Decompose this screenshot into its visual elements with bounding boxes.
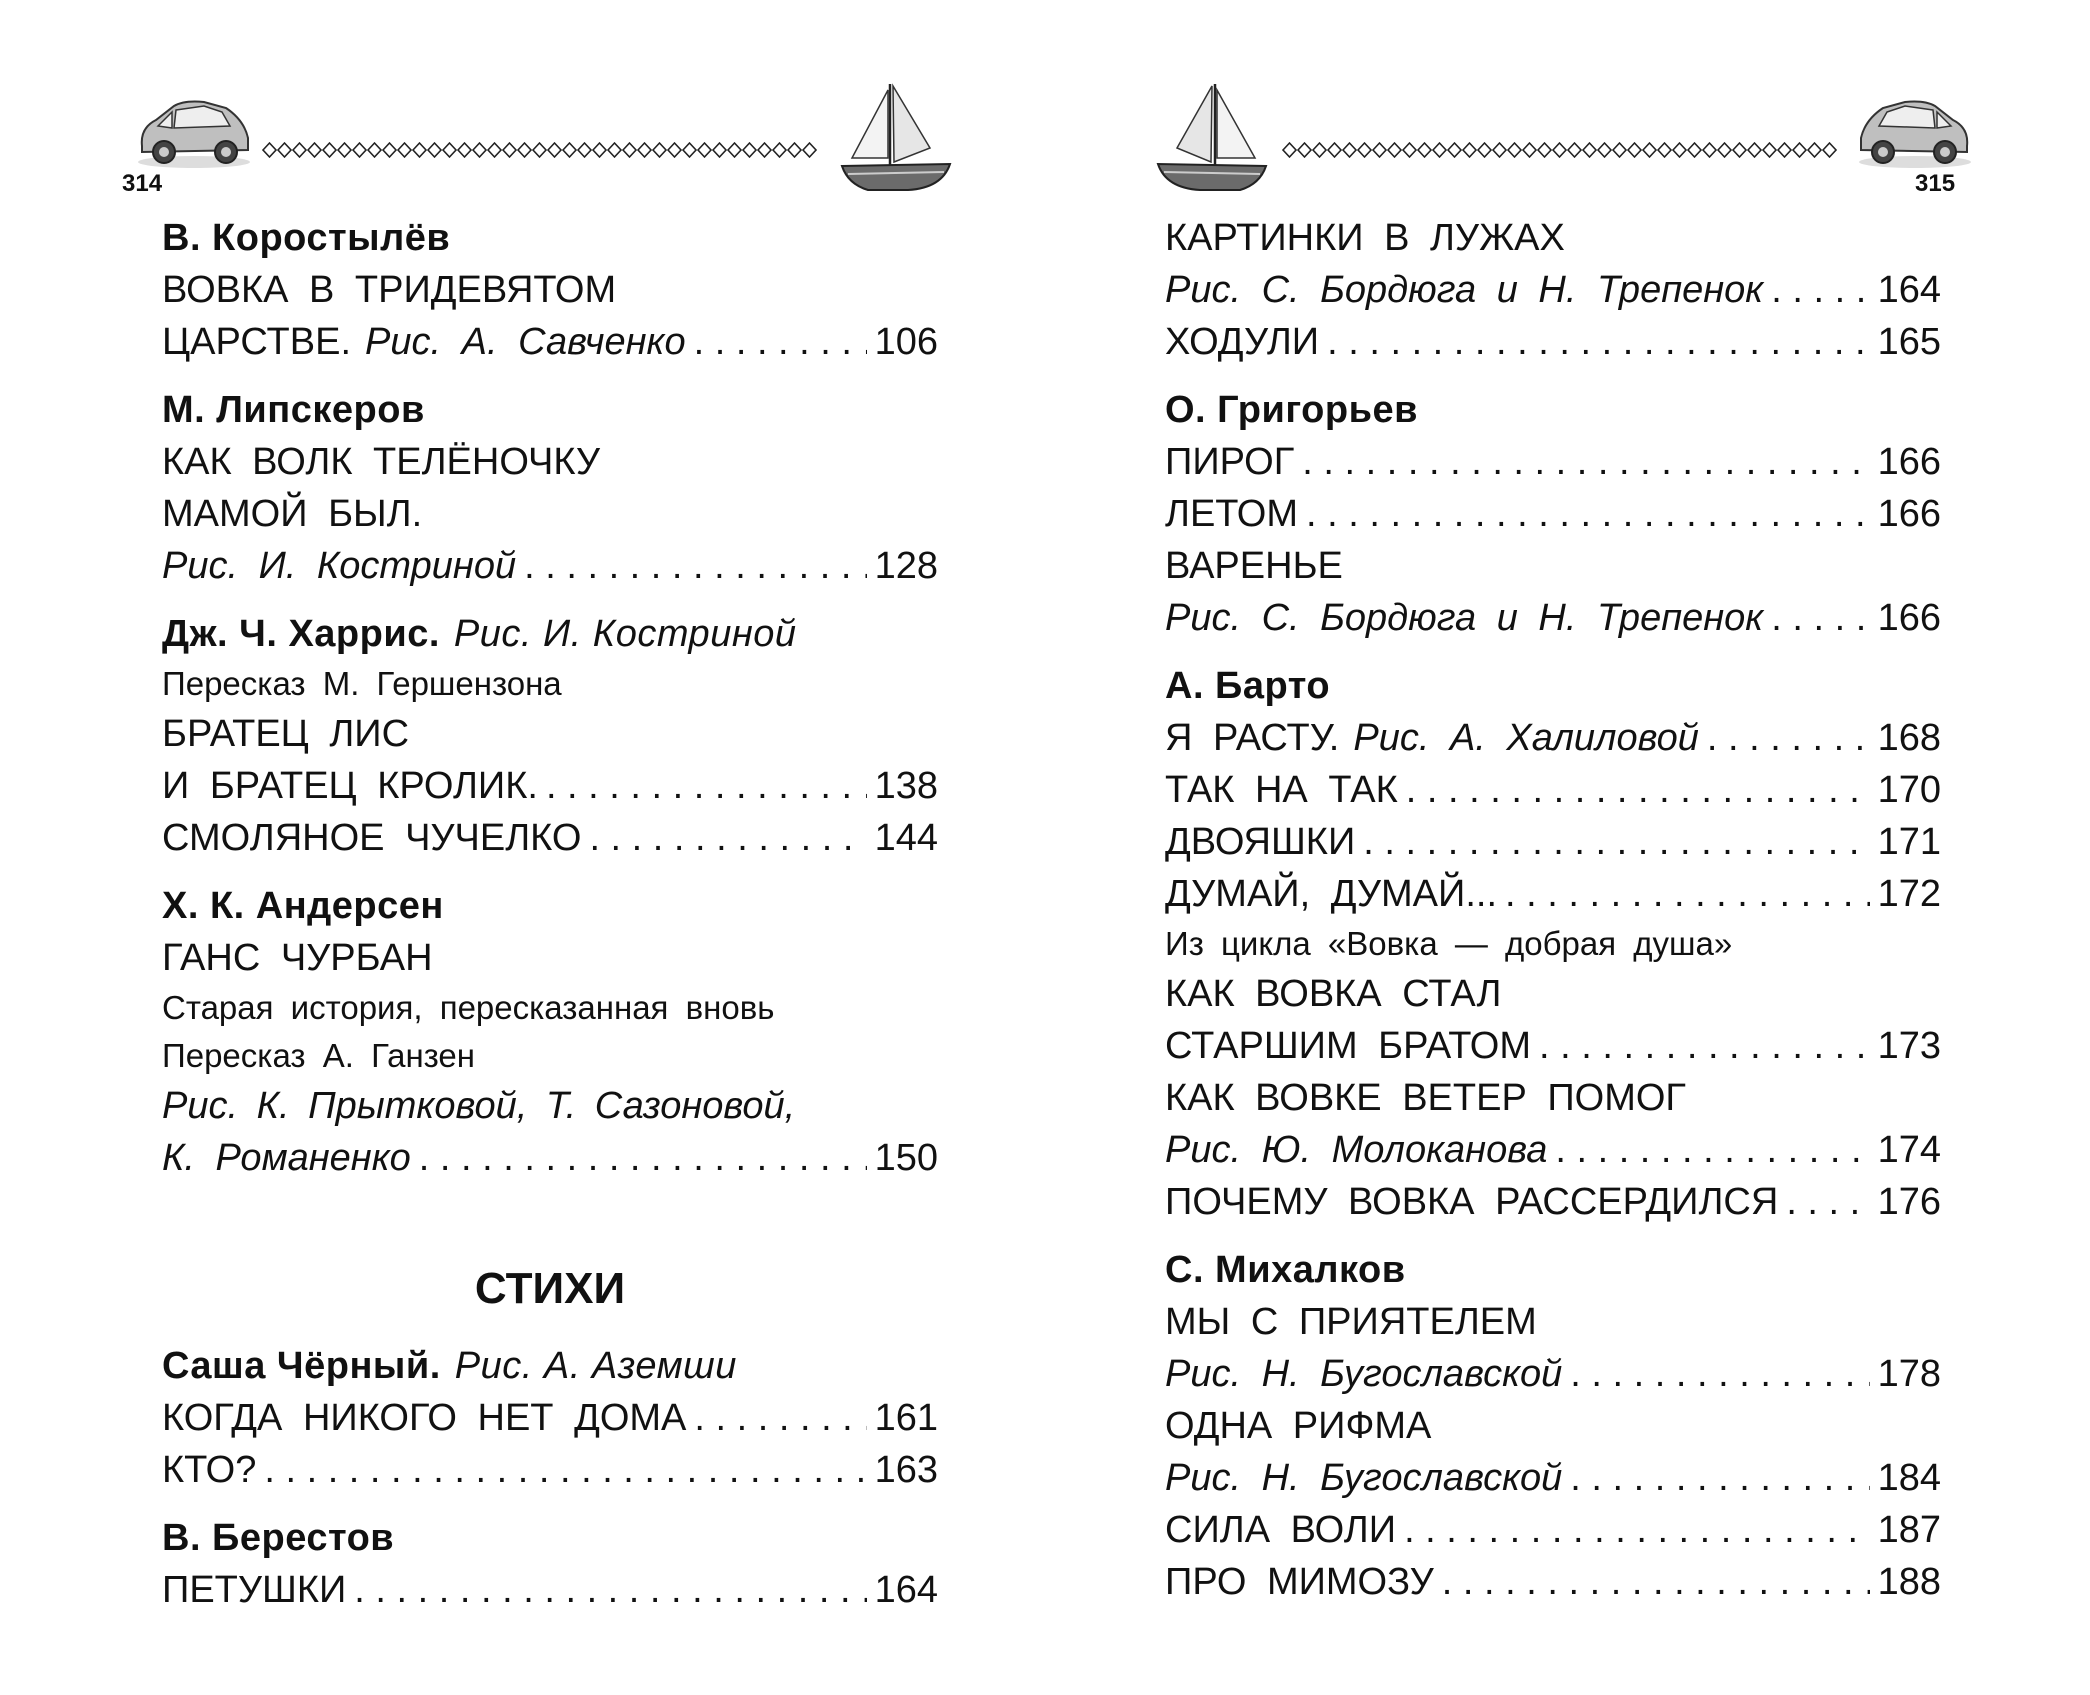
page-ref: 187 <box>1877 1509 1941 1551</box>
leader-dots <box>1406 764 1870 816</box>
leader-dots <box>1442 1556 1870 1608</box>
leader-dots <box>589 812 866 864</box>
sailboat-icon <box>838 78 953 196</box>
page-ref: 171 <box>1877 821 1941 863</box>
entry-text <box>1165 868 1497 920</box>
illustrator-credit: Рис. Н. Бугославской <box>1165 1457 1563 1499</box>
page-ref: 106 <box>874 321 938 363</box>
work-title: МАМОЙ БЫЛ. <box>162 493 423 535</box>
toc-entry <box>162 316 938 368</box>
leader-dots <box>1771 592 1869 644</box>
entry-text <box>1165 1504 1396 1556</box>
right-page <box>1045 0 2090 1695</box>
author-name: В. Коростылёв <box>162 217 451 259</box>
page-ref: 144 <box>874 817 938 859</box>
section-heading: СТИХИ <box>474 1264 626 1313</box>
leader-dots <box>1771 264 1869 316</box>
car-icon <box>134 96 254 171</box>
car-icon <box>1855 96 1975 171</box>
toc-entry <box>1165 592 1941 644</box>
toc-entry <box>1165 868 1941 920</box>
toc-entry <box>1165 1124 1941 1176</box>
work-title: Я РАСТУ. <box>1165 717 1340 759</box>
note-text: Пересказ А. Ганзен <box>162 1037 475 1074</box>
entry-text <box>162 1132 411 1184</box>
author-heading <box>162 1512 938 1564</box>
page-ref: 166 <box>1877 441 1941 483</box>
leader-dots <box>546 760 867 812</box>
work-title: КОГДА НИКОГО НЕТ ДОМА <box>162 1397 687 1439</box>
page-header <box>0 78 1045 197</box>
work-title: ДУМАЙ, ДУМАЙ... <box>1165 873 1498 915</box>
page-number: 314 <box>122 170 163 197</box>
toc-entry <box>1165 1348 1941 1400</box>
entry-text <box>1165 1020 1531 1072</box>
toc-entry <box>162 1444 938 1496</box>
entry-text <box>162 760 538 812</box>
author-heading <box>162 608 938 660</box>
entry-text <box>1165 1176 1778 1228</box>
work-title: ГАНС ЧУРБАН <box>162 937 433 979</box>
work-title: КАК ВОВКА СТАЛ <box>1165 973 1502 1015</box>
illustrator-credit: Рис. И. Костриной <box>162 545 517 587</box>
toc-entry <box>1165 264 1941 316</box>
leader-dots <box>1539 1020 1870 1072</box>
page-ref: 188 <box>1877 1561 1941 1603</box>
toc-entry <box>1165 488 1941 540</box>
page-ref: 178 <box>1877 1353 1941 1395</box>
toc-entry <box>162 1132 938 1184</box>
page-ref: 164 <box>1877 269 1941 311</box>
toc-entry <box>1165 1556 1941 1608</box>
illustrator-credit: Рис. А. Савченко <box>365 321 686 363</box>
work-title: И БРАТЕЦ КРОЛИК. <box>162 765 538 807</box>
work-title: ПИРОГ <box>1165 441 1295 483</box>
leader-dots <box>419 1132 867 1184</box>
work-title: СТАРШИМ БРАТОМ <box>1165 1025 1532 1067</box>
leader-dots <box>264 1444 866 1496</box>
note-text: Из цикла «Вовка — добрая душа» <box>1165 925 1733 962</box>
page-number: 315 <box>1915 170 1956 197</box>
diamond-border <box>262 140 817 160</box>
toc-entry <box>1165 712 1941 764</box>
author-heading <box>1165 660 1941 712</box>
toc-entry <box>1165 436 1941 488</box>
illustrator-credit: Рис. К. Прытковой, Т. Сазоновой, <box>162 1085 796 1127</box>
entry-text <box>1165 316 1319 368</box>
toc-entry <box>1165 316 1941 368</box>
toc-entry <box>162 760 938 812</box>
work-title: БРАТЕЦ ЛИС <box>162 713 410 755</box>
leader-dots <box>1505 868 1870 920</box>
author-heading <box>162 212 938 264</box>
author-name: Саша Чёрный. <box>162 1345 441 1387</box>
author-name: О. Григорьев <box>1165 389 1418 431</box>
entry-text <box>1165 1556 1434 1608</box>
author-heading <box>162 384 938 436</box>
page-ref: 165 <box>1877 321 1941 363</box>
author-heading <box>1165 1244 1941 1296</box>
page-ref: 170 <box>1877 769 1941 811</box>
toc-entry <box>162 1392 938 1444</box>
work-title: ЛЕТОМ <box>1165 493 1298 535</box>
work-title: КТО? <box>162 1449 257 1491</box>
entry-text <box>1165 1124 1547 1176</box>
entry-text <box>1165 488 1298 540</box>
page-ref: 150 <box>874 1137 938 1179</box>
diamond-border <box>1282 140 1837 160</box>
page-ref: 166 <box>1877 493 1941 535</box>
illustrator-credit: Рис. Н. Бугославской <box>1165 1353 1563 1395</box>
toc-entry <box>162 1564 938 1616</box>
work-title: ДВОЯШКИ <box>1165 821 1356 863</box>
toc-entry <box>1165 816 1941 868</box>
page-ref: 164 <box>874 1569 938 1611</box>
work-title: ХОДУЛИ <box>1165 321 1320 363</box>
author-heading <box>1165 384 1941 436</box>
sailboat-icon <box>1155 78 1270 196</box>
entry-text <box>1165 436 1294 488</box>
entry-text <box>162 1564 346 1616</box>
leader-dots <box>1707 712 1870 764</box>
page-ref: 184 <box>1877 1457 1941 1499</box>
work-title: ВАРЕНЬЕ <box>1165 545 1343 587</box>
illustrator-credit: К. Романенко <box>162 1137 411 1179</box>
leader-dots <box>694 1392 866 1444</box>
work-title: КАК ВОВКЕ ВЕТЕР ПОМОГ <box>1165 1077 1687 1119</box>
leader-dots <box>1570 1348 1869 1400</box>
entry-text <box>1165 592 1763 644</box>
entry-text <box>162 812 581 864</box>
toc-list-left <box>162 212 938 1616</box>
work-title: СМОЛЯНОЕ ЧУЧЕЛКО <box>162 817 582 859</box>
toc-entry <box>1165 1020 1941 1072</box>
author-name: Дж. Ч. Харрис. <box>162 613 440 655</box>
leader-dots <box>524 540 866 592</box>
illustrator-credit: Рис. С. Бордюга и Н. Трепенок <box>1165 597 1764 639</box>
author-name: Х. К. Андерсен <box>162 885 444 927</box>
leader-dots <box>694 316 867 368</box>
illustrator-credit: Рис. А. Халиловой <box>1353 717 1699 759</box>
leader-dots <box>1555 1124 1869 1176</box>
page-ref: 161 <box>874 1397 938 1439</box>
note-text: Пересказ М. Гершензона <box>162 665 562 702</box>
page-ref: 166 <box>1877 597 1941 639</box>
page-ref: 128 <box>874 545 938 587</box>
toc-entry <box>1165 764 1941 816</box>
leader-dots <box>1302 436 1869 488</box>
entry-text <box>162 540 516 592</box>
leader-dots <box>1327 316 1869 368</box>
author-heading <box>162 880 938 932</box>
entry-text <box>1165 1348 1562 1400</box>
author-heading <box>162 1340 938 1392</box>
page-ref: 172 <box>1877 873 1941 915</box>
work-title: КАК ВОЛК ТЕЛЁНОЧКУ <box>162 441 601 483</box>
work-title: СИЛА ВОЛИ <box>1165 1509 1397 1551</box>
page-ref: 176 <box>1877 1181 1941 1223</box>
leader-dots <box>1306 488 1870 540</box>
work-title: КАРТИНКИ В ЛУЖАХ <box>1165 217 1565 259</box>
note-text: Старая история, пересказанная вновь <box>162 989 775 1026</box>
toc-entry <box>1165 1176 1941 1228</box>
toc-entry <box>162 812 938 864</box>
illustrator-credit: Рис. А. Аземши <box>454 1345 737 1387</box>
page-ref: 163 <box>874 1449 938 1491</box>
toc-entry <box>162 540 938 592</box>
author-name: В. Берестов <box>162 1517 395 1559</box>
entry-text <box>162 1392 686 1444</box>
page-ref: 138 <box>874 765 938 807</box>
leader-dots <box>1363 816 1869 868</box>
leader-dots <box>1404 1504 1870 1556</box>
entry-text <box>1165 1452 1562 1504</box>
illustrator-credit: Рис. И. Костриной <box>453 613 797 655</box>
work-title: ЦАРСТВЕ. <box>162 321 352 363</box>
entry-text <box>1165 816 1355 868</box>
leader-dots <box>1570 1452 1869 1504</box>
author-name: А. Барто <box>1165 665 1331 707</box>
page-ref: 173 <box>1877 1025 1941 1067</box>
work-title: ВОВКА В ТРИДЕВЯТОМ <box>162 269 617 311</box>
illustrator-credit: Рис. Ю. Молоканова <box>1165 1129 1548 1171</box>
page-ref: 168 <box>1877 717 1941 759</box>
page-ref: 174 <box>1877 1129 1941 1171</box>
work-title: ПРО МИМОЗУ <box>1165 1561 1434 1603</box>
work-title: ТАК НА ТАК <box>1165 769 1398 811</box>
toc-list-right <box>1165 212 1941 1608</box>
entry-text <box>162 316 686 368</box>
work-title: ОДНА РИФМА <box>1165 1405 1432 1447</box>
entry-text <box>1165 712 1699 764</box>
page-header <box>1045 78 2090 197</box>
toc-entry <box>1165 1452 1941 1504</box>
entry-text <box>162 1444 256 1496</box>
author-name: М. Липскеров <box>162 389 425 431</box>
leader-dots <box>1786 1176 1869 1228</box>
entry-text <box>1165 264 1763 316</box>
leader-dots <box>354 1564 866 1616</box>
illustrator-credit: Рис. С. Бордюга и Н. Трепенок <box>1165 269 1764 311</box>
author-name: С. Михалков <box>1165 1249 1406 1291</box>
work-title: ПОЧЕМУ ВОВКА РАССЕРДИЛСЯ <box>1165 1181 1779 1223</box>
work-title: МЫ С ПРИЯТЕЛЕМ <box>1165 1301 1537 1343</box>
entry-text <box>1165 764 1398 816</box>
toc-entry <box>1165 1504 1941 1556</box>
work-title: ПЕТУШКИ <box>162 1569 347 1611</box>
